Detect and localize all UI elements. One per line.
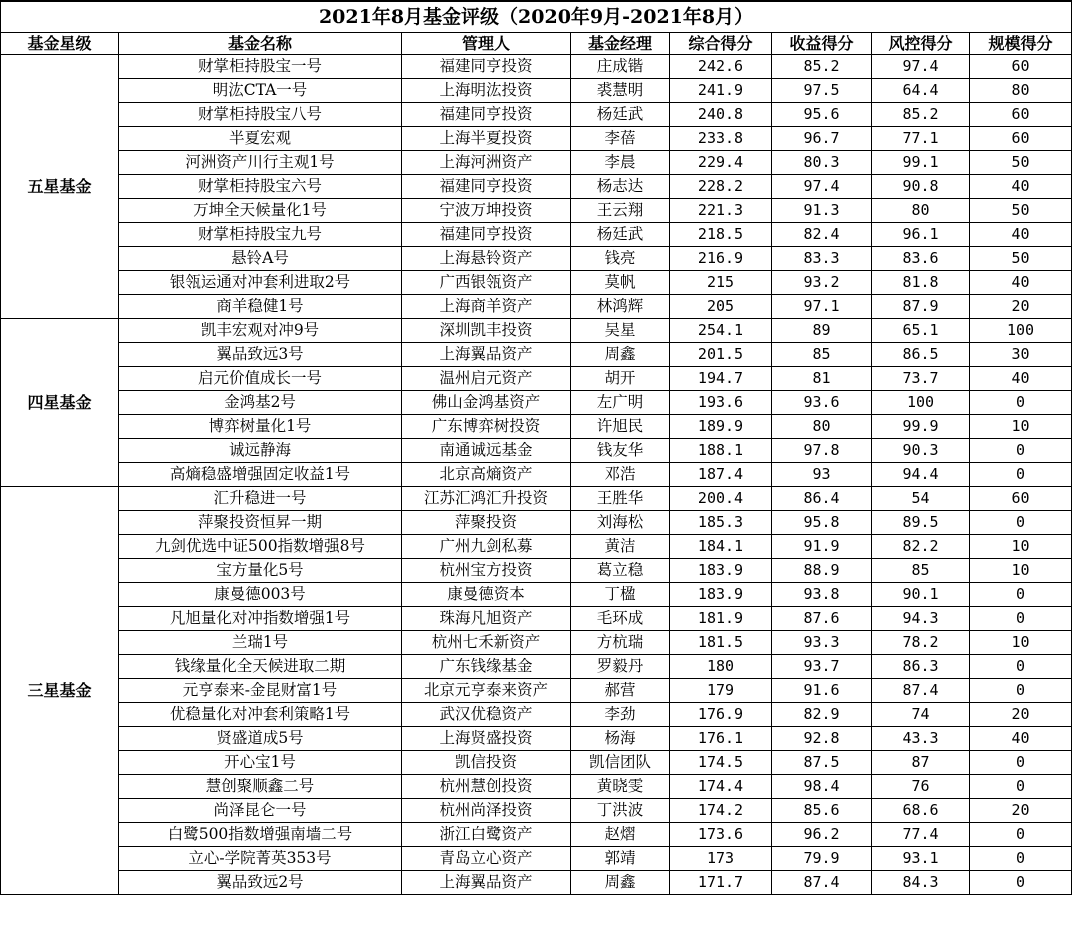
table-row	[1, 319, 1072, 343]
cell-return-score: 93.2	[772, 271, 872, 295]
cell-risk-score: 93.1	[872, 847, 970, 871]
cell-manager: 温州启元资产	[402, 367, 571, 391]
cell-total-score: 184.1	[670, 535, 772, 559]
cell-total-score: 233.8	[670, 127, 772, 151]
cell-scale-score: 40	[970, 271, 1072, 295]
cell-scale-score: 0	[970, 871, 1072, 895]
header-risk-score: 风控得分	[872, 33, 970, 55]
header-rating: 基金星级	[1, 33, 119, 55]
rating-group-label: 五星基金	[1, 55, 119, 319]
cell-fund-name: 诚远静海	[119, 439, 402, 463]
table-row	[1, 823, 1072, 847]
cell-scale-score: 0	[970, 463, 1072, 487]
cell-manager: 南通诚远基金	[402, 439, 571, 463]
cell-total-score: 221.3	[670, 199, 772, 223]
cell-risk-score: 97.4	[872, 55, 970, 79]
cell-total-score: 254.1	[670, 319, 772, 343]
table-row	[1, 439, 1072, 463]
cell-risk-score: 96.1	[872, 223, 970, 247]
cell-risk-score: 77.4	[872, 823, 970, 847]
cell-return-score: 85.6	[772, 799, 872, 823]
cell-total-score: 229.4	[670, 151, 772, 175]
cell-manager: 上海半夏投资	[402, 127, 571, 151]
table-row	[1, 703, 1072, 727]
cell-total-score: 205	[670, 295, 772, 319]
cell-manager: 杭州宝方投资	[402, 559, 571, 583]
cell-scale-score: 0	[970, 583, 1072, 607]
cell-return-score: 82.9	[772, 703, 872, 727]
cell-manager: 杭州尚泽投资	[402, 799, 571, 823]
cell-total-score: 215	[670, 271, 772, 295]
table-row	[1, 583, 1072, 607]
cell-return-score: 80	[772, 415, 872, 439]
cell-fund-manager: 钱亮	[571, 247, 670, 271]
cell-scale-score: 10	[970, 559, 1072, 583]
cell-fund-name: 半夏宏观	[119, 127, 402, 151]
cell-fund-name: 尚泽昆仑一号	[119, 799, 402, 823]
cell-manager: 福建同亨投资	[402, 223, 571, 247]
cell-fund-name: 财掌柜持股宝九号	[119, 223, 402, 247]
cell-total-score: 194.7	[670, 367, 772, 391]
cell-fund-manager: 罗毅丹	[571, 655, 670, 679]
cell-manager: 广东钱缘基金	[402, 655, 571, 679]
table-title: 2021年8月基金评级（2020年9月-2021年8月）	[1, 1, 1072, 33]
cell-fund-manager: 凯信团队	[571, 751, 670, 775]
cell-risk-score: 90.3	[872, 439, 970, 463]
cell-fund-manager: 王胜华	[571, 487, 670, 511]
cell-total-score: 173	[670, 847, 772, 871]
cell-fund-manager: 王云翔	[571, 199, 670, 223]
cell-manager: 江苏汇鸿汇升投资	[402, 487, 571, 511]
cell-scale-score: 40	[970, 175, 1072, 199]
cell-fund-manager: 李劲	[571, 703, 670, 727]
cell-return-score: 96.7	[772, 127, 872, 151]
cell-scale-score: 30	[970, 343, 1072, 367]
header-manager: 管理人	[402, 33, 571, 55]
table-row	[1, 487, 1072, 511]
cell-return-score: 86.4	[772, 487, 872, 511]
cell-fund-manager: 吴星	[571, 319, 670, 343]
cell-manager: 青岛立心资产	[402, 847, 571, 871]
cell-risk-score: 68.6	[872, 799, 970, 823]
cell-fund-manager: 黄洁	[571, 535, 670, 559]
table-row	[1, 199, 1072, 223]
cell-total-score: 241.9	[670, 79, 772, 103]
cell-fund-name: 金鸿基2号	[119, 391, 402, 415]
cell-manager: 珠海凡旭资产	[402, 607, 571, 631]
cell-fund-name: 康曼德003号	[119, 583, 402, 607]
cell-scale-score: 20	[970, 799, 1072, 823]
cell-fund-name: 悬铃A号	[119, 247, 402, 271]
cell-fund-name: 开心宝1号	[119, 751, 402, 775]
cell-fund-manager: 丁洪波	[571, 799, 670, 823]
cell-fund-manager: 庄成锴	[571, 55, 670, 79]
cell-manager: 北京高熵资产	[402, 463, 571, 487]
cell-scale-score: 10	[970, 415, 1072, 439]
cell-risk-score: 84.3	[872, 871, 970, 895]
cell-scale-score: 0	[970, 775, 1072, 799]
cell-fund-name: 贤盛道成5号	[119, 727, 402, 751]
cell-return-score: 82.4	[772, 223, 872, 247]
cell-manager: 浙江白鹭资产	[402, 823, 571, 847]
cell-return-score: 88.9	[772, 559, 872, 583]
cell-manager: 上海翼品资产	[402, 343, 571, 367]
cell-fund-name: 九剑优选中证500指数增强8号	[119, 535, 402, 559]
cell-total-score: 185.3	[670, 511, 772, 535]
cell-return-score: 95.6	[772, 103, 872, 127]
cell-risk-score: 54	[872, 487, 970, 511]
table-row	[1, 343, 1072, 367]
cell-scale-score: 60	[970, 487, 1072, 511]
cell-total-score: 183.9	[670, 583, 772, 607]
header-scale-score: 规模得分	[970, 33, 1072, 55]
cell-fund-manager: 黄晓雯	[571, 775, 670, 799]
cell-scale-score: 0	[970, 655, 1072, 679]
cell-fund-manager: 周鑫	[571, 343, 670, 367]
header-return-score: 收益得分	[772, 33, 872, 55]
cell-scale-score: 40	[970, 727, 1072, 751]
cell-risk-score: 87.9	[872, 295, 970, 319]
table-row	[1, 223, 1072, 247]
table-row	[1, 391, 1072, 415]
cell-risk-score: 43.3	[872, 727, 970, 751]
cell-scale-score: 0	[970, 823, 1072, 847]
cell-fund-name: 明汯CTA一号	[119, 79, 402, 103]
cell-fund-name: 高熵稳盛增强固定收益1号	[119, 463, 402, 487]
cell-fund-manager: 毛环成	[571, 607, 670, 631]
cell-scale-score: 0	[970, 679, 1072, 703]
cell-risk-score: 85.2	[872, 103, 970, 127]
cell-return-score: 81	[772, 367, 872, 391]
cell-fund-manager: 郭靖	[571, 847, 670, 871]
cell-manager: 北京元亨泰来资产	[402, 679, 571, 703]
table-row	[1, 511, 1072, 535]
cell-total-score: 176.9	[670, 703, 772, 727]
cell-manager: 福建同亨投资	[402, 55, 571, 79]
cell-return-score: 87.4	[772, 871, 872, 895]
cell-fund-name: 财掌柜持股宝一号	[119, 55, 402, 79]
cell-risk-score: 76	[872, 775, 970, 799]
cell-risk-score: 94.4	[872, 463, 970, 487]
cell-scale-score: 0	[970, 607, 1072, 631]
cell-total-score: 218.5	[670, 223, 772, 247]
table-row	[1, 271, 1072, 295]
cell-fund-name: 商羊稳健1号	[119, 295, 402, 319]
cell-return-score: 91.3	[772, 199, 872, 223]
cell-scale-score: 0	[970, 439, 1072, 463]
cell-scale-score: 10	[970, 631, 1072, 655]
cell-risk-score: 83.6	[872, 247, 970, 271]
cell-fund-name: 万坤全天候量化1号	[119, 199, 402, 223]
cell-return-score: 87.5	[772, 751, 872, 775]
table-row	[1, 655, 1072, 679]
table-row	[1, 55, 1072, 79]
cell-fund-manager: 许旭民	[571, 415, 670, 439]
cell-manager: 康曼德资本	[402, 583, 571, 607]
cell-manager: 广东博弈树投资	[402, 415, 571, 439]
cell-fund-manager: 葛立稳	[571, 559, 670, 583]
cell-total-score: 180	[670, 655, 772, 679]
cell-risk-score: 80	[872, 199, 970, 223]
cell-scale-score: 50	[970, 151, 1072, 175]
cell-total-score: 228.2	[670, 175, 772, 199]
cell-scale-score: 20	[970, 295, 1072, 319]
cell-scale-score: 100	[970, 319, 1072, 343]
cell-total-score: 200.4	[670, 487, 772, 511]
cell-return-score: 97.1	[772, 295, 872, 319]
table-row	[1, 79, 1072, 103]
cell-fund-name: 凡旭量化对冲指数增强1号	[119, 607, 402, 631]
cell-total-score: 187.4	[670, 463, 772, 487]
cell-risk-score: 90.8	[872, 175, 970, 199]
cell-risk-score: 64.4	[872, 79, 970, 103]
cell-manager: 上海河洲资产	[402, 151, 571, 175]
cell-return-score: 97.5	[772, 79, 872, 103]
cell-manager: 萍聚投资	[402, 511, 571, 535]
cell-risk-score: 85	[872, 559, 970, 583]
cell-risk-score: 87.4	[872, 679, 970, 703]
cell-fund-name: 财掌柜持股宝八号	[119, 103, 402, 127]
table-row	[1, 535, 1072, 559]
cell-fund-name: 宝方量化5号	[119, 559, 402, 583]
cell-risk-score: 86.5	[872, 343, 970, 367]
cell-fund-manager: 李晨	[571, 151, 670, 175]
table-row	[1, 847, 1072, 871]
cell-manager: 佛山金鸿基资产	[402, 391, 571, 415]
cell-fund-manager: 郝营	[571, 679, 670, 703]
header-fund-manager: 基金经理	[571, 33, 670, 55]
rating-group-label: 四星基金	[1, 319, 119, 487]
cell-total-score: 188.1	[670, 439, 772, 463]
cell-scale-score: 0	[970, 751, 1072, 775]
cell-risk-score: 81.8	[872, 271, 970, 295]
cell-return-score: 85	[772, 343, 872, 367]
cell-risk-score: 86.3	[872, 655, 970, 679]
cell-risk-score: 89.5	[872, 511, 970, 535]
cell-total-score: 183.9	[670, 559, 772, 583]
table-row	[1, 631, 1072, 655]
cell-total-score: 201.5	[670, 343, 772, 367]
cell-manager: 上海悬铃资产	[402, 247, 571, 271]
cell-fund-name: 翼品致远2号	[119, 871, 402, 895]
cell-total-score: 174.5	[670, 751, 772, 775]
cell-total-score: 242.6	[670, 55, 772, 79]
cell-total-score: 181.9	[670, 607, 772, 631]
table-row	[1, 103, 1072, 127]
cell-manager: 福建同亨投资	[402, 175, 571, 199]
cell-fund-name: 银瓴运通对冲套利进取2号	[119, 271, 402, 295]
cell-risk-score: 82.2	[872, 535, 970, 559]
cell-scale-score: 60	[970, 103, 1072, 127]
header-fund-name: 基金名称	[119, 33, 402, 55]
cell-fund-name: 河洲资产川行主观1号	[119, 151, 402, 175]
cell-scale-score: 80	[970, 79, 1072, 103]
cell-return-score: 97.4	[772, 175, 872, 199]
cell-scale-score: 40	[970, 223, 1072, 247]
cell-scale-score: 10	[970, 535, 1072, 559]
cell-scale-score: 20	[970, 703, 1072, 727]
cell-return-score: 93	[772, 463, 872, 487]
cell-return-score: 85.2	[772, 55, 872, 79]
cell-total-score: 240.8	[670, 103, 772, 127]
cell-return-score: 80.3	[772, 151, 872, 175]
cell-manager: 福建同亨投资	[402, 103, 571, 127]
cell-return-score: 97.8	[772, 439, 872, 463]
cell-total-score: 216.9	[670, 247, 772, 271]
cell-scale-score: 0	[970, 847, 1072, 871]
cell-scale-score: 60	[970, 127, 1072, 151]
cell-fund-name: 立心-学院菁英353号	[119, 847, 402, 871]
header-row	[1, 33, 1072, 55]
cell-risk-score: 77.1	[872, 127, 970, 151]
table-row	[1, 415, 1072, 439]
table-row	[1, 295, 1072, 319]
cell-risk-score: 65.1	[872, 319, 970, 343]
cell-fund-name: 优稳量化对冲套利策略1号	[119, 703, 402, 727]
cell-fund-name: 元亨泰来-金昆财富1号	[119, 679, 402, 703]
cell-return-score: 96.2	[772, 823, 872, 847]
cell-fund-manager: 左广明	[571, 391, 670, 415]
table-row	[1, 463, 1072, 487]
cell-fund-manager: 钱友华	[571, 439, 670, 463]
cell-fund-manager: 刘海松	[571, 511, 670, 535]
cell-total-score: 173.6	[670, 823, 772, 847]
cell-scale-score: 50	[970, 199, 1072, 223]
cell-return-score: 89	[772, 319, 872, 343]
cell-return-score: 93.3	[772, 631, 872, 655]
cell-total-score: 189.9	[670, 415, 772, 439]
table-row	[1, 679, 1072, 703]
cell-fund-manager: 杨海	[571, 727, 670, 751]
table-row	[1, 127, 1072, 151]
cell-fund-manager: 裘慧明	[571, 79, 670, 103]
cell-total-score: 176.1	[670, 727, 772, 751]
cell-fund-manager: 杨志达	[571, 175, 670, 199]
table-row	[1, 775, 1072, 799]
cell-fund-manager: 邓浩	[571, 463, 670, 487]
table-row	[1, 871, 1072, 895]
cell-fund-name: 兰瑞1号	[119, 631, 402, 655]
header-total-score: 综合得分	[670, 33, 772, 55]
cell-return-score: 92.8	[772, 727, 872, 751]
cell-fund-manager: 丁楹	[571, 583, 670, 607]
table-row	[1, 799, 1072, 823]
title-row	[1, 1, 1072, 33]
cell-fund-manager: 杨廷武	[571, 103, 670, 127]
cell-manager: 宁波万坤投资	[402, 199, 571, 223]
table-row	[1, 175, 1072, 199]
cell-return-score: 95.8	[772, 511, 872, 535]
cell-fund-name: 白鹭500指数增强南墙二号	[119, 823, 402, 847]
table-row	[1, 151, 1072, 175]
cell-fund-manager: 周鑫	[571, 871, 670, 895]
table-row	[1, 751, 1072, 775]
cell-risk-score: 99.9	[872, 415, 970, 439]
cell-manager: 广州九剑私募	[402, 535, 571, 559]
cell-fund-name: 萍聚投资恒昇一期	[119, 511, 402, 535]
cell-total-score: 171.7	[670, 871, 772, 895]
cell-fund-manager: 胡开	[571, 367, 670, 391]
cell-risk-score: 73.7	[872, 367, 970, 391]
cell-return-score: 93.7	[772, 655, 872, 679]
table-row	[1, 559, 1072, 583]
table-row	[1, 727, 1072, 751]
cell-return-score: 87.6	[772, 607, 872, 631]
cell-fund-manager: 林鸿辉	[571, 295, 670, 319]
cell-risk-score: 78.2	[872, 631, 970, 655]
table-body	[1, 55, 1072, 895]
cell-manager: 凯信投资	[402, 751, 571, 775]
cell-total-score: 193.6	[670, 391, 772, 415]
cell-return-score: 79.9	[772, 847, 872, 871]
cell-total-score: 179	[670, 679, 772, 703]
cell-manager: 广西银瓴资产	[402, 271, 571, 295]
table-row	[1, 367, 1072, 391]
cell-manager: 深圳凯丰投资	[402, 319, 571, 343]
cell-scale-score: 50	[970, 247, 1072, 271]
cell-scale-score: 60	[970, 55, 1072, 79]
cell-risk-score: 74	[872, 703, 970, 727]
cell-fund-name: 钱缘量化全天候进取二期	[119, 655, 402, 679]
rating-group-label: 三星基金	[1, 487, 119, 895]
cell-risk-score: 99.1	[872, 151, 970, 175]
cell-scale-score: 0	[970, 391, 1072, 415]
cell-fund-manager: 莫帆	[571, 271, 670, 295]
cell-manager: 上海翼品资产	[402, 871, 571, 895]
cell-risk-score: 100	[872, 391, 970, 415]
cell-total-score: 181.5	[670, 631, 772, 655]
cell-manager: 武汉优稳资产	[402, 703, 571, 727]
cell-fund-manager: 李蓓	[571, 127, 670, 151]
cell-total-score: 174.2	[670, 799, 772, 823]
cell-return-score: 93.6	[772, 391, 872, 415]
cell-scale-score: 0	[970, 511, 1072, 535]
cell-return-score: 91.9	[772, 535, 872, 559]
table-row	[1, 607, 1072, 631]
table-row	[1, 247, 1072, 271]
cell-fund-name: 启元价值成长一号	[119, 367, 402, 391]
cell-fund-manager: 方杭瑞	[571, 631, 670, 655]
cell-manager: 上海商羊资产	[402, 295, 571, 319]
cell-risk-score: 87	[872, 751, 970, 775]
cell-return-score: 83.3	[772, 247, 872, 271]
cell-manager: 上海明汯投资	[402, 79, 571, 103]
cell-fund-name: 财掌柜持股宝六号	[119, 175, 402, 199]
cell-return-score: 98.4	[772, 775, 872, 799]
cell-fund-name: 汇升稳进一号	[119, 487, 402, 511]
cell-manager: 杭州慧创投资	[402, 775, 571, 799]
cell-return-score: 91.6	[772, 679, 872, 703]
cell-total-score: 174.4	[670, 775, 772, 799]
cell-risk-score: 90.1	[872, 583, 970, 607]
cell-fund-manager: 赵熠	[571, 823, 670, 847]
cell-scale-score: 40	[970, 367, 1072, 391]
cell-manager: 上海贤盛投资	[402, 727, 571, 751]
cell-fund-name: 博弈树量化1号	[119, 415, 402, 439]
cell-fund-name: 慧创聚顺鑫二号	[119, 775, 402, 799]
cell-manager: 杭州七禾新资产	[402, 631, 571, 655]
cell-fund-name: 翼品致远3号	[119, 343, 402, 367]
cell-return-score: 93.8	[772, 583, 872, 607]
cell-risk-score: 94.3	[872, 607, 970, 631]
cell-fund-name: 凯丰宏观对冲9号	[119, 319, 402, 343]
cell-fund-manager: 杨廷武	[571, 223, 670, 247]
